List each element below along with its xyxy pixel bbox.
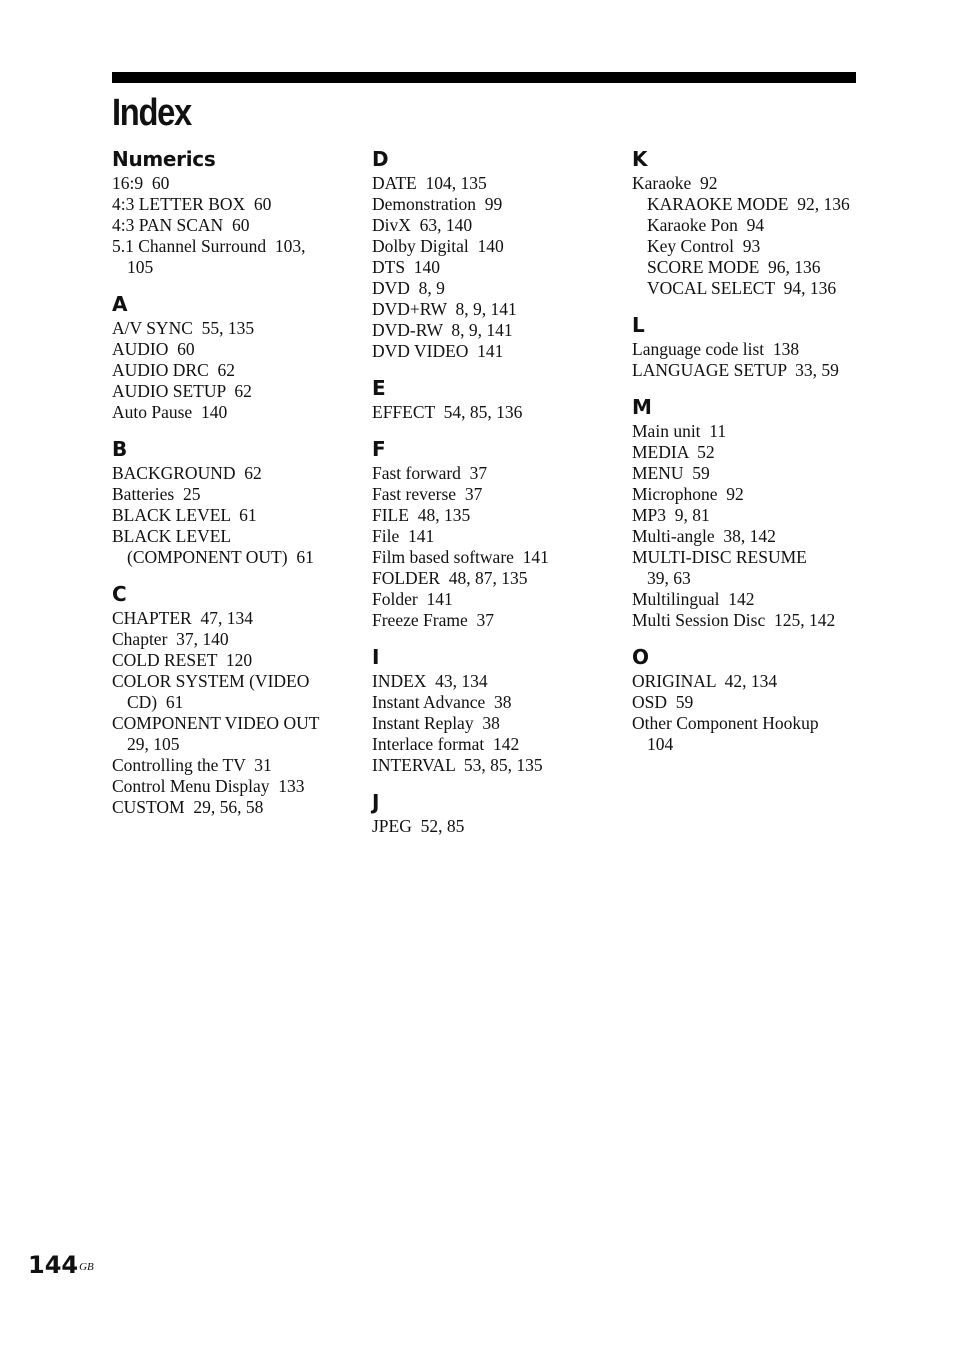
index-entry: MEDIA 52: [632, 442, 715, 462]
section-heading: Numerics: [112, 147, 216, 171]
page-title: Index: [112, 92, 191, 134]
section-e: [372, 374, 608, 423]
index-subentry: SCORE MODE 96, 136: [647, 257, 821, 277]
index-entry: Instant Advance 38: [372, 692, 512, 712]
section-heading: D: [372, 147, 389, 171]
index-entry: Other Component Hookup 104: [632, 713, 819, 754]
index-entry: Instant Replay 38: [372, 713, 500, 733]
section-heading: B: [112, 437, 127, 461]
index-entry: Language code list 138: [632, 339, 800, 359]
section-heading: L: [632, 313, 645, 337]
section-numerics: [112, 145, 348, 278]
index-entry: CHAPTER 47, 134: [112, 608, 253, 628]
section-k: [632, 145, 868, 299]
index-entry: COLD RESET 120: [112, 650, 253, 670]
index-entry: COLOR SYSTEM (VIDEO CD) 61: [112, 671, 310, 712]
index-entry: Microphone 92: [632, 484, 744, 504]
index-entry: A/V SYNC 55, 135: [112, 318, 255, 338]
index-entry: Batteries 25: [112, 484, 201, 504]
index-entry: Demonstration 99: [372, 194, 503, 214]
index-entry: MULTI-DISC RESUME 39, 63: [632, 547, 807, 588]
index-entry: DVD VIDEO 141: [372, 341, 504, 361]
index-entry: DVD+RW 8, 9, 141: [372, 299, 517, 319]
page-number-value: 144: [28, 1251, 79, 1279]
section-heading: M: [632, 395, 652, 419]
index-entry: Folder 141: [372, 589, 453, 609]
index-entry: INTERVAL 53, 85, 135: [372, 755, 543, 775]
section-heading: C: [112, 582, 127, 606]
index-entry: AUDIO SETUP 62: [112, 381, 252, 401]
section-j: [372, 788, 608, 837]
index-entry: FOLDER 48, 87, 135: [372, 568, 528, 588]
index-entry: Film based software 141: [372, 547, 549, 567]
index-entry: FILE 48, 135: [372, 505, 471, 525]
index-entry: DVD 8, 9: [372, 278, 445, 298]
index-entry: DivX 63, 140: [372, 215, 473, 235]
index-subentry: KARAOKE MODE 92, 136: [647, 194, 850, 214]
header-rule: [112, 72, 856, 83]
page-number: [28, 1250, 94, 1280]
index-entry: MENU 59: [632, 463, 710, 483]
section-m: [632, 393, 868, 631]
section-heading: E: [372, 376, 386, 400]
index-entry: File 141: [372, 526, 435, 546]
index-entry: JPEG 52, 85: [372, 816, 465, 836]
index-column-1: [112, 145, 348, 830]
section-c: [112, 580, 348, 818]
index-entry: Main unit 11: [632, 421, 727, 441]
index-entry: COMPONENT VIDEO OUT 29, 105: [112, 713, 320, 754]
section-b: [112, 435, 348, 568]
section-i: [372, 643, 608, 776]
section-o: [632, 643, 868, 755]
index-entry: Multi Session Disc 125, 142: [632, 610, 836, 630]
index-subentry: VOCAL SELECT 94, 136: [647, 278, 837, 298]
index-entry: ORIGINAL 42, 134: [632, 671, 778, 691]
index-subentry: Karaoke Pon 94: [647, 215, 765, 235]
index-subentry: Key Control 93: [647, 236, 761, 256]
index-entry: MP3 9, 81: [632, 505, 710, 525]
index-entry: Chapter 37, 140: [112, 629, 229, 649]
index-column-2: [372, 145, 608, 849]
index-entry: 5.1 Channel Surround 103, 105: [112, 236, 306, 277]
index-entry: Fast reverse 37: [372, 484, 483, 504]
page-number-suffix: GB: [79, 1261, 94, 1273]
index-entry: 16:9 60: [112, 173, 170, 193]
index-entry: AUDIO DRC 62: [112, 360, 235, 380]
index-entry: LANGUAGE SETUP 33, 59: [632, 360, 839, 380]
index-entry: 4:3 LETTER BOX 60: [112, 194, 272, 214]
section-heading: K: [632, 147, 648, 171]
index-entry: EFFECT 54, 85, 136: [372, 402, 523, 422]
index-entry: BACKGROUND 62: [112, 463, 262, 483]
index-entry: BLACK LEVEL 61: [112, 505, 257, 525]
index-entry: Controlling the TV 31: [112, 755, 272, 775]
index-entry: DATE 104, 135: [372, 173, 487, 193]
index-entry: 4:3 PAN SCAN 60: [112, 215, 250, 235]
index-entry: CUSTOM 29, 56, 58: [112, 797, 264, 817]
index-entry: Multi-angle 38, 142: [632, 526, 776, 546]
index-entry: Dolby Digital 140: [372, 236, 504, 256]
index-entry: Multilingual 142: [632, 589, 755, 609]
index-column-3: [632, 145, 868, 767]
section-heading: A: [112, 292, 128, 316]
index-entry: Interlace format 142: [372, 734, 520, 754]
index-entry: AUDIO 60: [112, 339, 195, 359]
section-l: [632, 311, 868, 381]
index-entry: OSD 59: [632, 692, 694, 712]
index-entry: BLACK LEVEL (COMPONENT OUT) 61: [112, 526, 314, 567]
section-heading: F: [372, 437, 386, 461]
index-entry: DVD-RW 8, 9, 141: [372, 320, 513, 340]
section-heading: I: [372, 645, 380, 669]
index-entry: Freeze Frame 37: [372, 610, 494, 630]
section-a: [112, 290, 348, 423]
index-entry: Karaoke 92: [632, 173, 718, 193]
index-entry: Fast forward 37: [372, 463, 488, 483]
index-entry: Control Menu Display 133: [112, 776, 305, 796]
section-heading: O: [632, 645, 649, 669]
index-entry: Auto Pause 140: [112, 402, 228, 422]
index-entry: INDEX 43, 134: [372, 671, 488, 691]
section-f: [372, 435, 608, 631]
section-d: [372, 145, 608, 362]
section-heading: J: [372, 790, 380, 814]
index-entry: DTS 140: [372, 257, 441, 277]
